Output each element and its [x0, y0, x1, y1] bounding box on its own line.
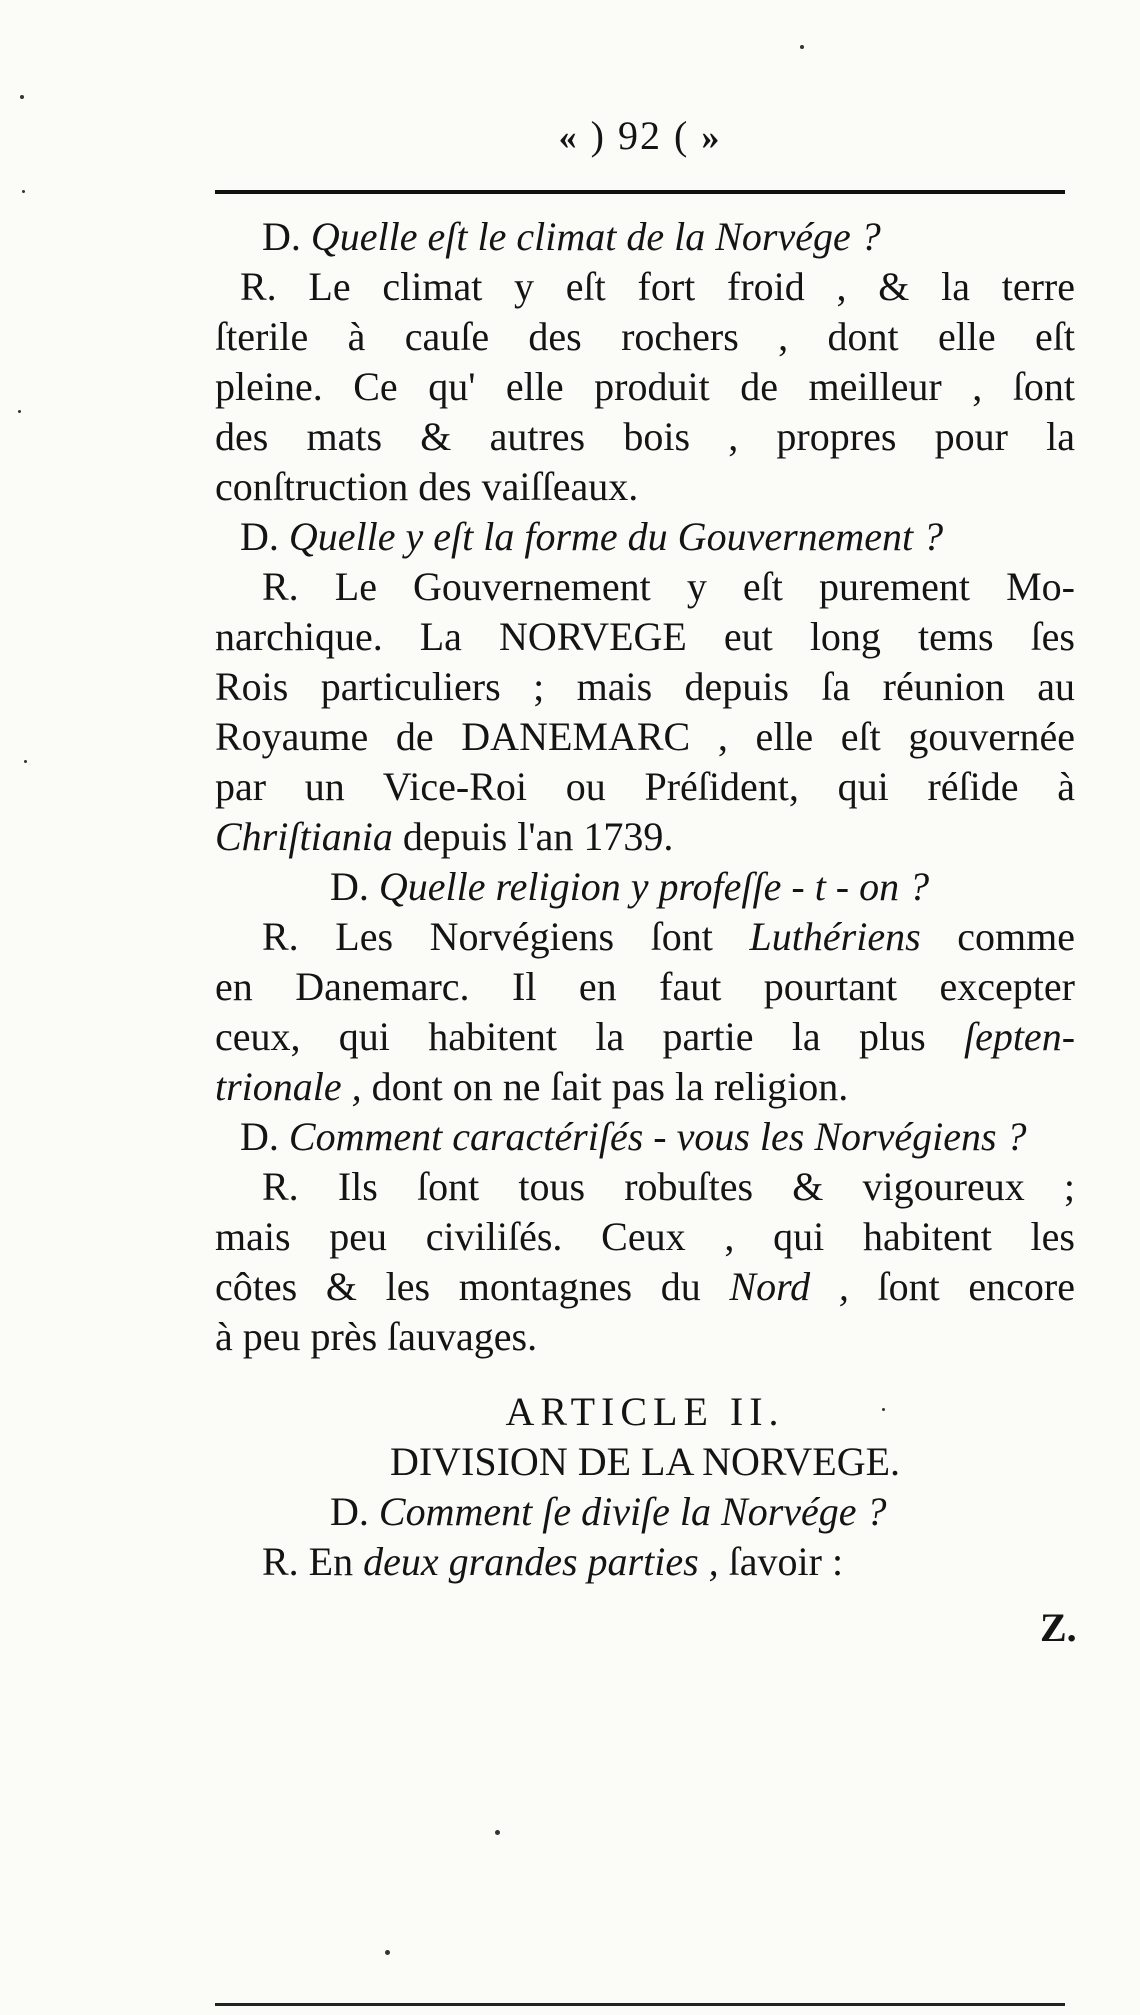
question-marker: D.	[330, 864, 369, 909]
question-text: Comment ſe diviſe la Norvége ?	[378, 1489, 887, 1534]
text-line: à peu près ſauvages.	[215, 1314, 538, 1359]
header-rule	[215, 190, 1065, 194]
text-line	[215, 1012, 1075, 1062]
text-fragment: comme	[957, 914, 1076, 959]
answer-line	[215, 1537, 1075, 1587]
italic-word: deux grandes parties ,	[363, 1539, 719, 1584]
question-text: Comment caractériſés - vous les Norvégiens ?	[288, 1114, 1027, 1159]
left-ornament: «	[558, 117, 579, 157]
question-marker: D.	[240, 514, 279, 559]
paper-speck	[495, 1830, 500, 1835]
text-line: narchique. La NORVEGE eut long tems ſes	[215, 614, 1075, 659]
text-line: par un Vice-Roi ou Préſident, qui réſide à	[215, 764, 1075, 809]
answer-line: R. Le Gouvernement y eſt purement Mo-	[262, 564, 1075, 609]
answer-line	[215, 912, 1075, 962]
page-header	[215, 112, 1065, 159]
text-line: conſtruction des vaiſſeaux.	[215, 464, 639, 509]
paper-speck	[20, 95, 24, 99]
question-line	[215, 512, 1075, 562]
text-fragment: R. En	[262, 1539, 354, 1584]
question-marker: D.	[330, 1489, 369, 1534]
question-text: Quelle eſt le climat de la Norvége ?	[310, 214, 881, 259]
paper-speck	[24, 760, 27, 763]
page-number: ) 92 (	[590, 113, 690, 158]
text-line	[215, 1062, 1075, 1112]
text-fragment: ſavoir :	[728, 1539, 844, 1584]
paper-speck	[385, 1950, 390, 1955]
question-text: Quelle religion y profeſſe - t - on ?	[378, 864, 930, 909]
text-line	[215, 1262, 1075, 1312]
body-text	[215, 212, 1075, 1587]
section-gap	[215, 1362, 1075, 1387]
question-line	[215, 1112, 1075, 1162]
article-heading: ARTICLE II.	[505, 1389, 785, 1434]
paper-speck	[800, 45, 804, 49]
place-name: Chriſtiania	[215, 814, 393, 859]
text-line: ſterile à cauſe des rochers , dont elle eſt	[215, 314, 1075, 359]
italic-word: Nord ,	[729, 1264, 849, 1309]
italic-word: ſepten-	[963, 1014, 1076, 1059]
question-marker: D.	[240, 1114, 279, 1159]
italic-word: Luthériens	[749, 914, 921, 959]
answer-line: R. Le climat y eſt fort froid , & la terre	[240, 264, 1075, 309]
text-fragment: ſont encore	[877, 1264, 1075, 1309]
answer-line: R. Ils ſont tous robuſtes & vigoureux ;	[262, 1164, 1075, 1209]
footer-rule	[215, 2003, 1065, 2006]
text-fragment: R. Les Norvégiens ſont	[262, 914, 713, 959]
text-line: des mats & autres bois , propres pour la	[215, 414, 1075, 459]
text-line: Rois particuliers ; mais depuis ſa réunion au	[215, 664, 1075, 709]
catchword: Z.	[1040, 1605, 1077, 1650]
question-marker: D.	[262, 214, 301, 259]
paper-speck	[882, 1408, 885, 1411]
text-fragment: dont on ne ſait pas la religion.	[371, 1064, 849, 1109]
text-fragment: depuis l'an 1739.	[402, 814, 674, 859]
italic-word: trionale ,	[215, 1064, 362, 1109]
question-line	[215, 862, 1075, 912]
paper-speck	[18, 410, 21, 413]
paper-speck	[22, 190, 25, 193]
text-line	[215, 812, 1075, 862]
text-line: en Danemarc. Il en faut pourtant excepter	[215, 964, 1075, 1009]
right-ornament: »	[701, 117, 722, 157]
question-text: Quelle y eſt la forme du Gouvernement ?	[288, 514, 944, 559]
question-line	[215, 212, 1075, 262]
article-subheading: DIVISION DE LA NORVEGE.	[389, 1439, 901, 1484]
text-fragment: côtes & les montagnes du	[215, 1264, 701, 1309]
text-fragment: ceux, qui habitent la partie la plus	[215, 1014, 926, 1059]
text-line: mais peu civiliſés. Ceux , qui habitent les	[215, 1214, 1075, 1259]
text-line: pleine. Ce qu' elle produit de meilleur , ſont	[215, 364, 1075, 409]
question-line	[215, 1487, 1075, 1537]
text-line: Royaume de DANEMARC , elle eſt gouvernée	[215, 714, 1075, 759]
